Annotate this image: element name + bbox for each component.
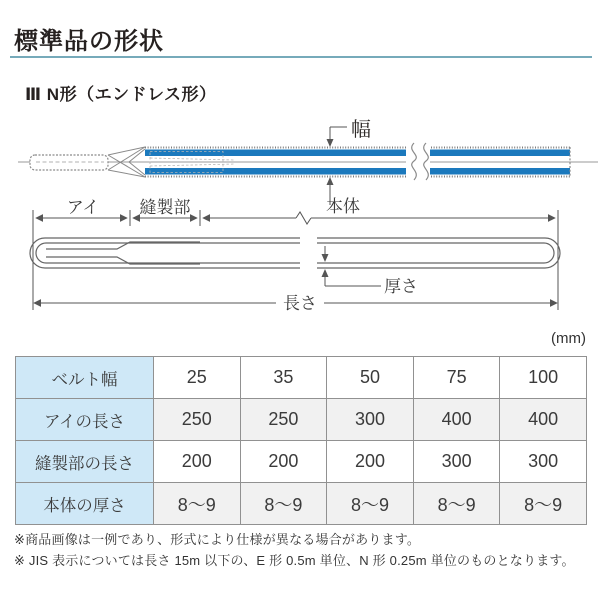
row-label-belt-width: ベルト幅: [16, 357, 153, 398]
width-label: 幅: [351, 119, 371, 141]
belt-blue-stripe-bottom: [145, 168, 570, 175]
value-cell: 35: [240, 357, 327, 398]
value-cell: 250: [240, 398, 327, 440]
row-label-sewn-length: 縫製部の長さ: [16, 440, 153, 482]
section-subtitle: Ⅲ N形（エンドレス形）: [25, 85, 217, 104]
footnote-line: ※商品画像は一例であり、形式により仕様が異なる場合があります。: [14, 532, 421, 547]
value-cell: 8〜9: [326, 482, 413, 524]
spec-table: [15, 356, 587, 525]
value-cell: 8〜9: [240, 482, 327, 524]
value-cell: 75: [413, 357, 500, 398]
footnotes: [14, 529, 575, 571]
eye-label: アイ: [66, 198, 100, 217]
unit-label: (mm): [551, 330, 586, 347]
value-cell: 25: [153, 357, 240, 398]
length-label: 長さ: [283, 294, 317, 313]
value-cell: 100: [499, 357, 586, 398]
value-cell: 300: [413, 440, 500, 482]
loop-outline: [30, 238, 560, 268]
title-underline: [10, 56, 592, 58]
belt-plan-diagram: [0, 110, 600, 210]
top-dimension-lines: [36, 212, 555, 224]
value-cell: 250: [153, 398, 240, 440]
value-cell: 8〜9: [153, 482, 240, 524]
thickness-label: 厚さ: [384, 277, 418, 296]
row-label-eye-length: アイの長さ: [16, 398, 153, 440]
value-cell: 200: [153, 440, 240, 482]
value-cell: 300: [326, 398, 413, 440]
thickness-dimension: [325, 246, 381, 286]
value-cell: 200: [326, 440, 413, 482]
page-title: 標準品の形状: [14, 28, 164, 55]
body-label: 本体: [326, 197, 360, 216]
belt-blue-stripe-top: [145, 150, 570, 157]
value-cell: 200: [240, 440, 327, 482]
value-cell: 300: [499, 440, 586, 482]
value-cell: 400: [499, 398, 586, 440]
belt-side-diagram: [0, 196, 600, 318]
value-cell: 8〜9: [499, 482, 586, 524]
value-cell: 50: [326, 357, 413, 398]
row-label-body-thickness: 本体の厚さ: [16, 482, 153, 524]
value-cell: 400: [413, 398, 500, 440]
sewn-label: 縫製部: [139, 198, 191, 217]
footnote-line: ※ JIS 表示については長さ 15m 以下の、E 形 0.5m 単位、N 形 0.25m 単位のものとなります。: [14, 553, 575, 568]
value-cell: 8〜9: [413, 482, 500, 524]
